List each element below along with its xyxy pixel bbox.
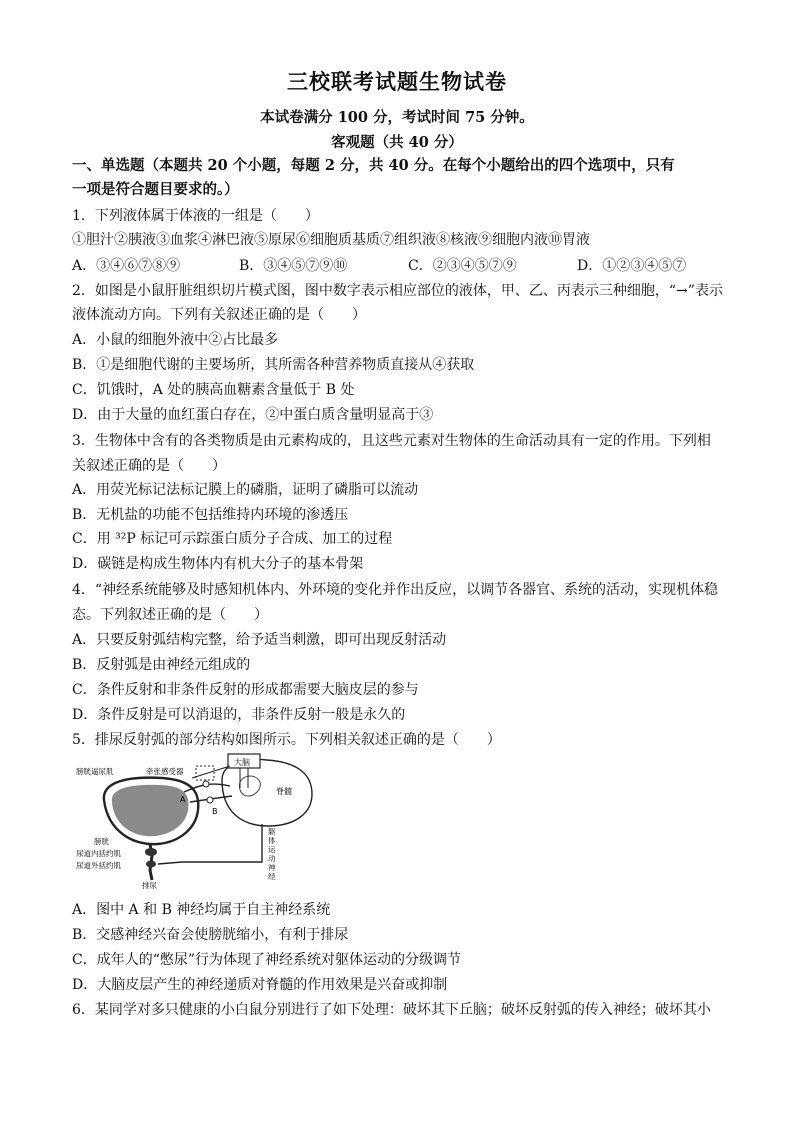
q2-option-c: C．饥饿时，A 处的胰高血糖素含量低于 B 处 xyxy=(72,382,355,398)
q1-items: ①胆汁②胰液③血浆④淋巴液⑤原尿⑥细胞质基质⑦组织液⑧核液⑨细胞内液⑩胃液 xyxy=(72,232,590,248)
receptor-box xyxy=(196,766,214,780)
q4-option-b: B．反射弧是由神经元组成的 xyxy=(72,657,251,673)
q1-option-a: A．③④⑥⑦⑧⑨ xyxy=(72,258,181,274)
label-b: B xyxy=(212,807,218,816)
q2-option-d: D．由于大量的血红蛋白存在，②中蛋白质含量明显高于③ xyxy=(72,407,434,423)
q3-option-d: D．碳链是构成生物体内有机大分子的基本骨架 xyxy=(72,556,364,572)
q2-option-b: B．①是细胞代谢的主要场所，其所需各种营养物质直接从④获取 xyxy=(72,357,475,373)
label-detrusor: 膀胱逼尿肌 xyxy=(76,767,114,776)
outer-sphincter-shape xyxy=(146,861,156,868)
section-header: 客观题（共 40 分） xyxy=(331,134,463,151)
q6-stem-line1: 6．某同学对多只健康的小白鼠分别进行了如下处理：破坏其下丘脑；破坏反射弧的传入神经；破坏其小 xyxy=(72,1002,711,1018)
inner-sphincter-shape xyxy=(145,848,157,856)
label-somatic-1: 躯 xyxy=(268,827,276,836)
exam-info: 本试卷满分 100 分，考试时间 75 分钟。 xyxy=(260,109,534,126)
q2-stem-line1: 2．如图是小鼠肝脏组织切片模式图，图中数字表示相应部位的液体，甲、乙、丙表示三种细胞，“→”表示 xyxy=(72,283,723,299)
label-urination: 排尿 xyxy=(142,881,157,890)
label-receptor: 牵张感受器 xyxy=(146,767,184,776)
q5-option-b: B．交感神经兴奋会使膀胱缩小，有利于排尿 xyxy=(72,927,349,943)
label-somatic-5: 神 xyxy=(268,863,276,872)
label-bladder: 膀胱 xyxy=(94,837,109,846)
q4-option-d: D．条件反射是可以消退的，非条件反射一般是永久的 xyxy=(72,707,406,723)
nerve-b-ganglion xyxy=(207,797,213,803)
q5-option-d: D．大脑皮层产生的神经递质对脊髓的作用效果是兴奋或抑制 xyxy=(72,977,448,993)
label-somatic-2: 体 xyxy=(268,836,276,845)
micturition-reflex-figure xyxy=(72,752,372,892)
q4-stem-line2: 态。下列叙述正确的是（ ） xyxy=(72,607,268,623)
q3-stem-line1: 3．生物体中含有的各类物质是由元素构成的，且这些元素对生物体的生命活动具有一定的作用。下列相 xyxy=(72,433,711,449)
q1-stem: 1．下列液体属于体液的一组是（ ） xyxy=(72,208,319,224)
label-somatic-6: 经 xyxy=(268,872,276,881)
q4-option-c: C．条件反射和非条件反射的形成都需要大脑皮层的参与 xyxy=(72,682,419,698)
q4-stem-line1: 4．“神经系统能够及时感知机体内、外环境的变化并作出反应，以调节各器官、系统的活动，实现机体稳 xyxy=(72,582,719,598)
q4-option-a: A．只要反射弧结构完整，给予适当刺激，即可出现反射活动 xyxy=(72,632,447,648)
nerve-a-ganglion xyxy=(203,781,209,787)
label-somatic-4: 动 xyxy=(268,854,276,863)
label-inner-sphincter: 尿道内括约肌 xyxy=(76,849,121,858)
q5-option-c: C．成年人的“憋尿”行为体现了神经系统对躯体运动的分级调节 xyxy=(72,952,462,968)
part1-instructions-line1: 一、单选题（本题共 20 个小题，每题 2 分，共 40 分。在每个小题给出的四个选项中，只有 xyxy=(72,157,675,174)
q1-option-c: C．②③④⑤⑦⑨ xyxy=(408,258,517,274)
page-title: 三校联考试题生物试卷 xyxy=(287,69,507,94)
q2-option-a: A．小鼠的细胞外液中②占比最多 xyxy=(72,332,279,348)
q1-option-d: D．①②③④⑤⑦ xyxy=(577,258,687,274)
q2-stem-line2: 液体流动方向。下列有关叙述正确的是（ ） xyxy=(72,307,366,323)
q5-option-a: A．图中 A 和 B 神经均属于自主神经系统 xyxy=(72,902,331,918)
label-spinal: 脊髓 xyxy=(276,787,292,796)
q5-stem: 5．排尿反射弧的部分结构如图所示。下列相关叙述正确的是（ ） xyxy=(72,732,501,748)
part1-instructions-line2: 一项是符合题目要求的。） xyxy=(72,181,239,198)
q3-stem-line2: 关叙述正确的是（ ） xyxy=(72,458,226,474)
q3-option-b: B．无机盐的功能不包括维持内环境的渗透压 xyxy=(72,507,349,523)
label-brain: 大脑 xyxy=(234,758,250,767)
spinal-cord-shape xyxy=(222,760,312,826)
label-outer-sphincter: 尿道外括约肌 xyxy=(76,861,121,870)
q3-option-c: C．用 ³²P 标记可示踪蛋白质分子合成、加工的过程 xyxy=(72,531,393,547)
q1-option-b: B．③④⑤⑦⑨⑩ xyxy=(239,258,348,274)
label-somatic-3: 运 xyxy=(268,845,276,854)
q1-options xyxy=(72,255,722,273)
q3-option-a: A．用荧光标记法标记膜上的磷脂，证明了磷脂可以流动 xyxy=(72,482,419,498)
label-a: A xyxy=(180,795,186,804)
